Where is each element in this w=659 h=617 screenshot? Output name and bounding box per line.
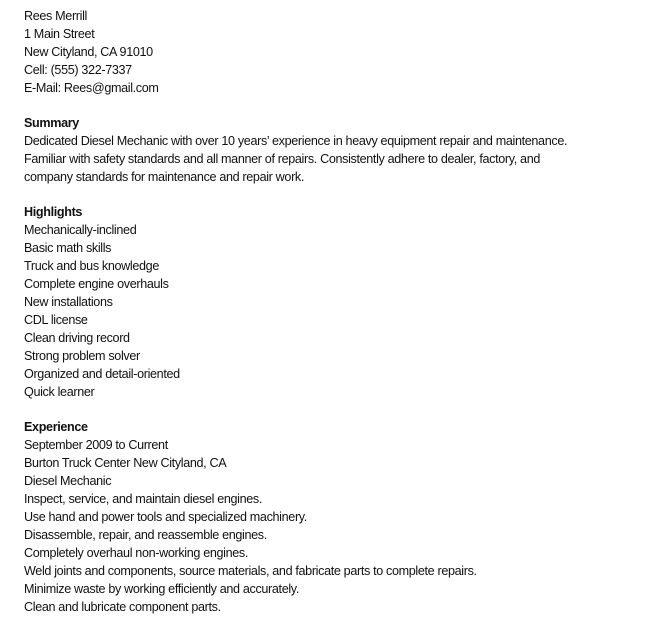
contact-cell: Cell: (555) 322-7337 [24, 63, 132, 77]
summary-line: company standards for maintenance and repair work. [24, 170, 305, 184]
experience-duty: Clean and lubricate component parts. [24, 600, 221, 614]
highlight-item: Clean driving record [24, 331, 130, 345]
contact-section [24, 7, 654, 97]
spacer [24, 186, 654, 203]
contact-name: Rees Merrill [24, 9, 87, 23]
summary-line: Familiar with safety standards and all manner of repairs. Consistently adhere to dealer, factory, and [24, 152, 541, 166]
experience-section [24, 418, 654, 616]
highlight-item: Mechanically-inclined [24, 223, 137, 237]
experience-duty: Disassemble, repair, and reassemble engines. [24, 528, 267, 542]
highlight-item: Basic math skills [24, 241, 112, 255]
highlight-item: Quick learner [24, 385, 95, 399]
contact-city: New Cityland, CA 91010 [24, 45, 153, 59]
experience-duty: Weld joints and components, source materials, and fabricate parts to complete repairs. [24, 564, 477, 578]
contact-email: E-Mail: Rees@gmail.com [24, 81, 159, 95]
resume-document [24, 7, 654, 616]
experience-employer: Burton Truck Center New Cityland, CA [24, 456, 227, 470]
experience-heading: Experience [24, 420, 88, 434]
contact-street: 1 Main Street [24, 27, 95, 41]
spacer [24, 97, 654, 114]
highlight-item: CDL license [24, 313, 88, 327]
experience-duty: Inspect, service, and maintain diesel engines. [24, 492, 263, 506]
summary-heading: Summary [24, 116, 79, 130]
experience-duty: Minimize waste by working efficiently and accurately. [24, 582, 299, 596]
highlight-item: Organized and detail-oriented [24, 367, 180, 381]
highlight-item: Complete engine overhauls [24, 277, 169, 291]
experience-dates: September 2009 to Current [24, 438, 168, 452]
highlight-item: Truck and bus knowledge [24, 259, 159, 273]
summary-section [24, 114, 654, 186]
experience-title: Diesel Mechanic [24, 474, 112, 488]
experience-duty: Use hand and power tools and specialized machinery. [24, 510, 307, 524]
highlight-item: New installations [24, 295, 113, 309]
highlights-section [24, 203, 654, 401]
highlight-item: Strong problem solver [24, 349, 140, 363]
spacer [24, 401, 654, 418]
highlights-heading: Highlights [24, 205, 83, 219]
summary-line: Dedicated Diesel Mechanic with over 10 years’ experience in heavy equipment repair and maintenance. [24, 134, 568, 148]
experience-duty: Completely overhaul non-working engines. [24, 546, 249, 560]
